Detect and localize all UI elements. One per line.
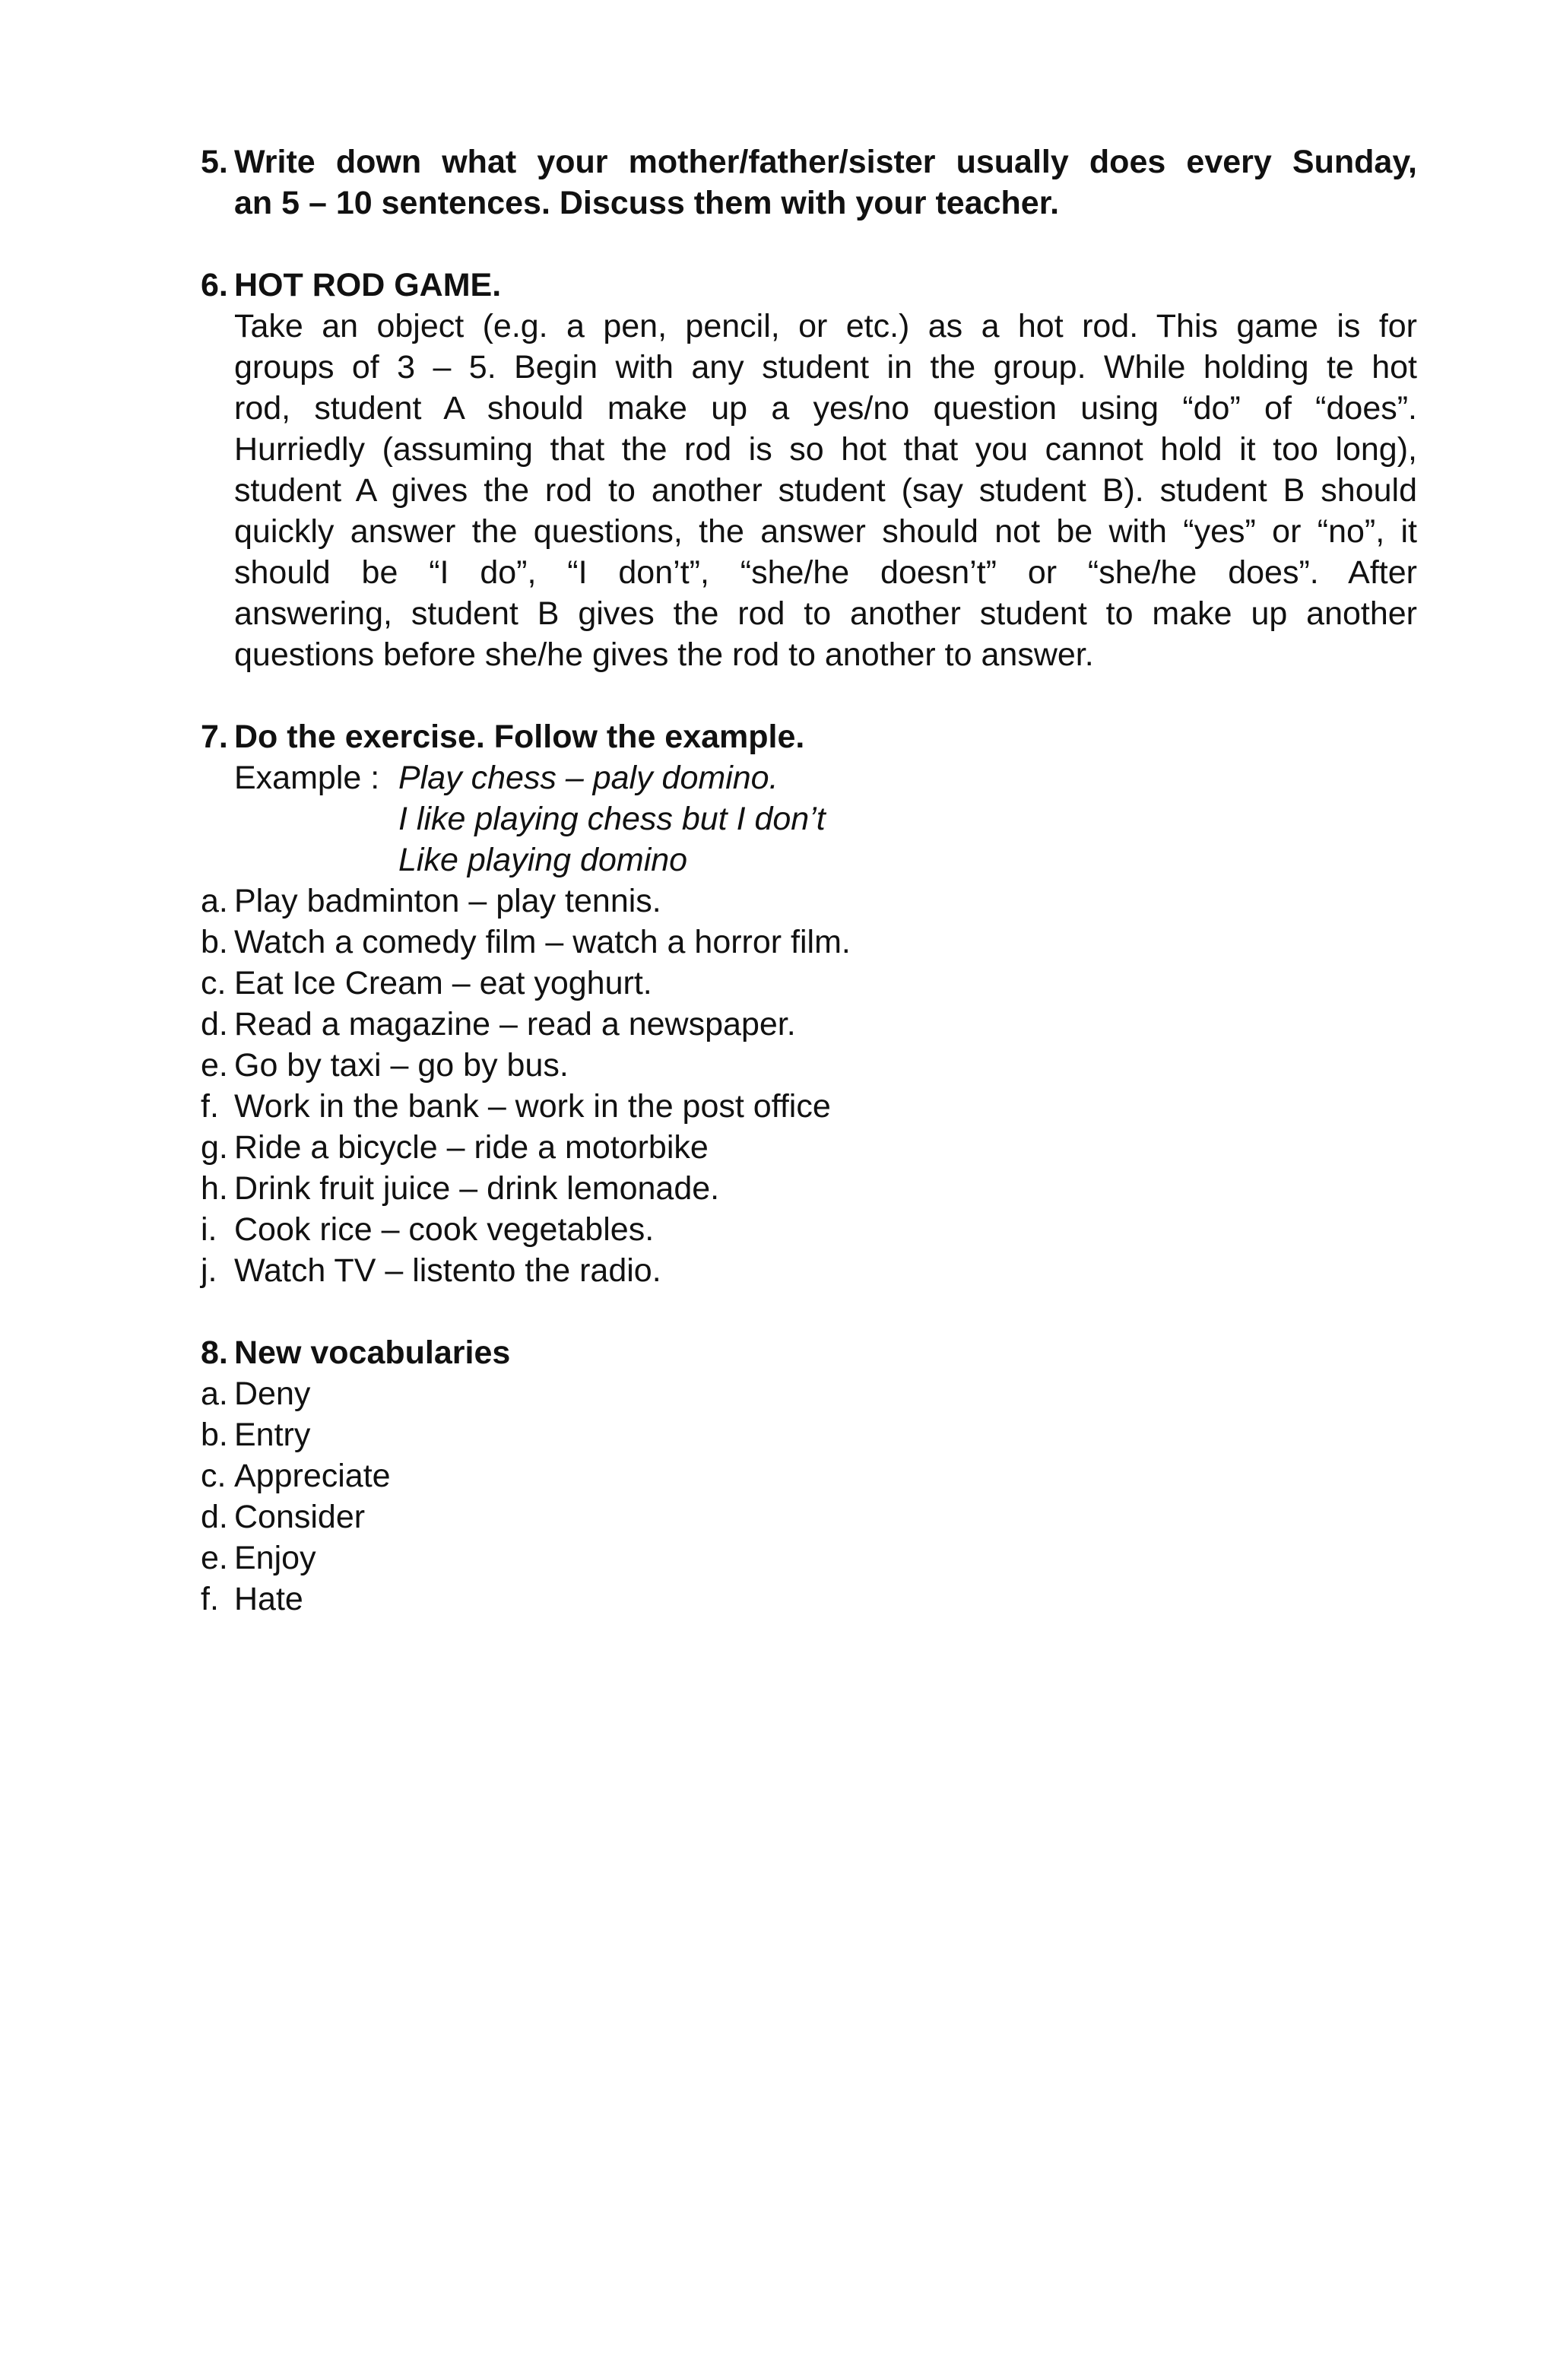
item-text: Work in the bank – work in the post office	[234, 1088, 831, 1125]
body-line: questions before she/he gives the rod to another to answer.	[234, 636, 1094, 673]
section-5	[201, 141, 1417, 224]
body-line: groups of 3 – 5. Begin with any student in the group. While holding te hot	[234, 349, 1417, 386]
section-8-heading	[201, 1332, 1417, 1373]
document-page	[201, 141, 1417, 1620]
section-8	[201, 1332, 1417, 1620]
section-5-title-line: an 5 – 10 sentences. Discuss them with your teacher.	[234, 185, 1060, 221]
exercise-item	[201, 1127, 1417, 1168]
item-label: e.	[201, 1540, 228, 1576]
vocabulary-item	[201, 1414, 1417, 1455]
exercise-item	[201, 1004, 1417, 1045]
item-label: i.	[201, 1211, 217, 1248]
item-text: Enjoy	[234, 1540, 316, 1576]
exercise-item	[201, 1209, 1417, 1250]
item-text: Deny	[234, 1376, 311, 1412]
section-5-title-line: Write down what your mother/father/sister usually does every Sunday,	[234, 144, 1417, 180]
item-label: b.	[201, 1417, 228, 1453]
item-label: a.	[201, 1376, 228, 1412]
body-line: Take an object (e.g. a pen, pencil, or etc.) as a hot rod. This game is for	[234, 308, 1417, 344]
item-label: a.	[201, 883, 228, 919]
section-7	[201, 716, 1417, 1291]
item-text: Eat Ice Cream – eat yoghurt.	[234, 965, 652, 1001]
item-text: Play badminton – play tennis.	[234, 883, 661, 919]
item-label: j.	[201, 1252, 217, 1289]
item-label: h.	[201, 1170, 228, 1207]
exercise-item	[201, 1250, 1417, 1291]
example-label: Example :	[234, 760, 380, 796]
body-line: should be “I do”, “I don’t”, “she/he doesn’t” or “she/he does”. After	[234, 554, 1417, 591]
section-5-number: 5.	[201, 144, 228, 180]
item-label: d.	[201, 1006, 228, 1042]
item-label: g.	[201, 1129, 228, 1166]
example-line: Like playing domino	[398, 842, 688, 878]
item-text: Entry	[234, 1417, 311, 1453]
section-6-heading	[201, 265, 1417, 306]
exercise-item	[201, 881, 1417, 922]
item-label: c.	[201, 1458, 227, 1494]
section-8-number: 8.	[201, 1334, 228, 1371]
exercise-item	[201, 1045, 1417, 1086]
item-text: Watch a comedy film – watch a horror film.	[234, 924, 851, 960]
body-line: rod, student A should make up a yes/no question using “do” of “does”.	[234, 390, 1417, 427]
section-7-number: 7.	[201, 719, 228, 755]
item-label: d.	[201, 1499, 228, 1535]
section-6-title: HOT ROD GAME.	[234, 267, 502, 303]
item-label: f.	[201, 1088, 219, 1125]
item-text: Read a magazine – read a newspaper.	[234, 1006, 796, 1042]
body-line: quickly answer the questions, the answer should not be with “yes” or “no”, it	[234, 513, 1417, 550]
item-label: b.	[201, 924, 228, 960]
exercise-item	[201, 1168, 1417, 1209]
section-6-number: 6.	[201, 267, 228, 303]
item-text: Consider	[234, 1499, 366, 1535]
example-line: I like playing chess but I don’t	[398, 801, 826, 837]
item-text: Appreciate	[234, 1458, 391, 1494]
item-label: f.	[201, 1581, 219, 1617]
vocabulary-item	[201, 1579, 1417, 1620]
item-text: Cook rice – cook vegetables.	[234, 1211, 655, 1248]
section-6	[201, 265, 1417, 675]
item-text: Go by taxi – go by bus.	[234, 1047, 569, 1084]
exercise-item	[201, 963, 1417, 1004]
section-7-heading	[201, 716, 1417, 757]
vocabulary-item	[201, 1496, 1417, 1537]
body-line: student A gives the rod to another student (say student B). student B should	[234, 472, 1417, 509]
exercise-item	[201, 922, 1417, 963]
item-text: Drink fruit juice – drink lemonade.	[234, 1170, 720, 1207]
vocabulary-item	[201, 1537, 1417, 1579]
body-line: Hurriedly (assuming that the rod is so hot that you cannot hold it too long),	[234, 431, 1417, 468]
section-5-title	[234, 141, 1417, 224]
item-label: e.	[201, 1047, 228, 1084]
section-8-title: New vocabularies	[234, 1334, 511, 1371]
item-text: Hate	[234, 1581, 303, 1617]
section-5-heading	[201, 141, 1417, 224]
vocabulary-item	[201, 1455, 1417, 1496]
item-text: Watch TV – listento the radio.	[234, 1252, 661, 1289]
exercise-item	[201, 1086, 1417, 1127]
body-line: answering, student B gives the rod to another student to make up another	[234, 595, 1417, 632]
example-row	[201, 757, 1417, 798]
item-label: c.	[201, 965, 227, 1001]
item-text: Ride a bicycle – ride a motorbike	[234, 1129, 709, 1166]
section-7-title: Do the exercise. Follow the example.	[234, 719, 805, 755]
example-line: Play chess – paly domino.	[398, 760, 778, 796]
vocabulary-item	[201, 1373, 1417, 1414]
section-6-body	[201, 306, 1417, 675]
